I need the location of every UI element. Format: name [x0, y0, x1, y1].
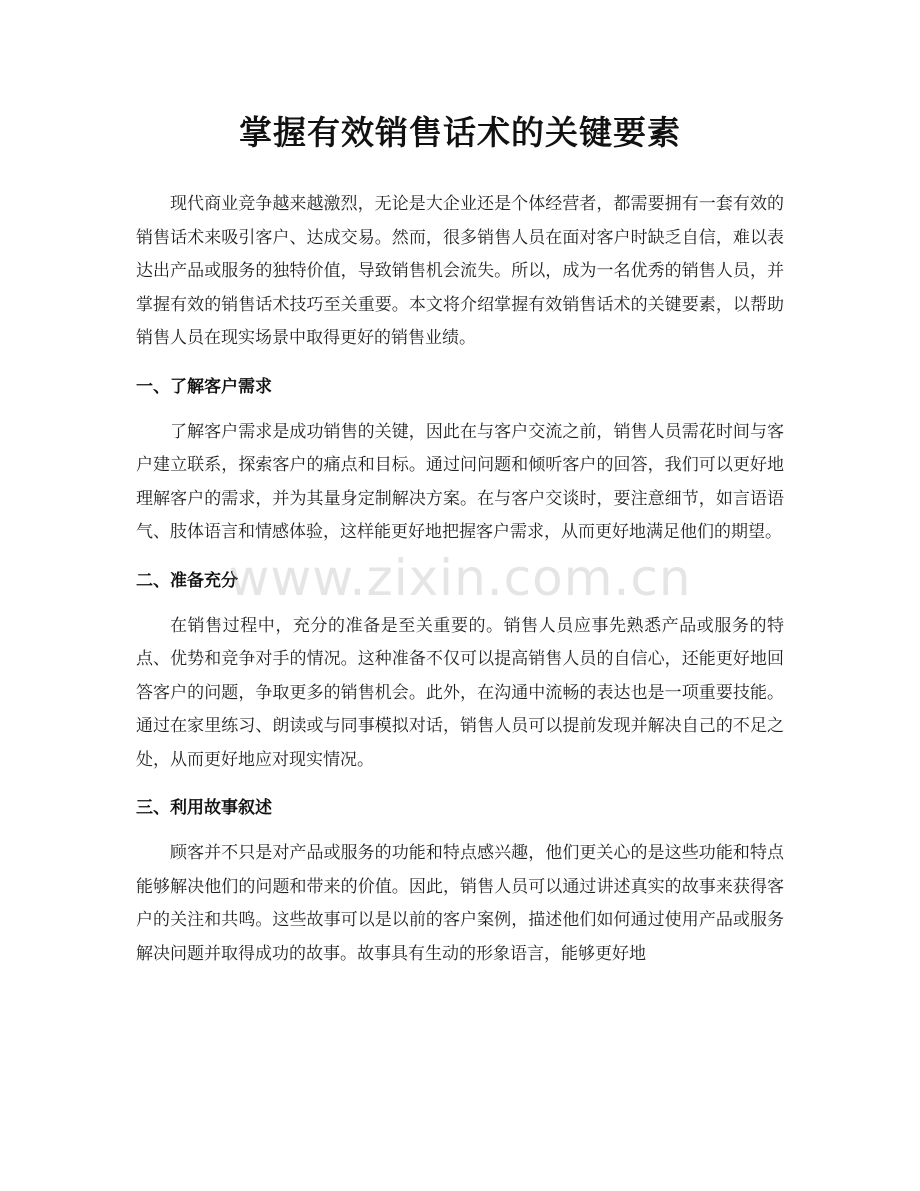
watermark: www.zixin.com.cn — [228, 549, 692, 607]
document-title: 掌握有效销售话术的关键要素 — [239, 113, 681, 152]
section-body-2: 在销售过程中，充分的准备是至关重要的。销售人员应事先熟悉产品或服务的特点、优势和竞争对手的情况。这种准备不仅可以提高销售人员的自信心，还能更好地回答客户的问题，争取更多的销售机会。此外，在沟通中流畅的表达也是一项重要技能。通过在家里练习、朗读或与同事模拟对话，销售人员可以提前发现并解决自己的不足之处，从而更好地应对现实情况。 — [136, 615, 784, 770]
section-body-3: 顾客并不只是对产品或服务的功能和特点感兴趣，他们更关心的是这些功能和特点能够解决他们的问题和带来的价值。因此，销售人员可以通过讲述真实的故事来获得客户的关注和共鸣。这些故事可以是以前的客户案例，描述他们如何通过使用产品或服务解决问题并取得成功的故事。故事具有生动的形象语言，能够更好地 — [136, 843, 784, 964]
section-body-1: 了解客户需求是成功销售的关键，因此在与客户交流之前，销售人员需花时间与客户建立联系，探索客户的痛点和目标。通过问问题和倾听客户的回答，我们可以更好地理解客户的需求，并为其量身定制解决方案。在与客户交谈时，要注意细节，如言语语气、肢体语言和情感体验，这样能更好地把握客户需求，从而更好地满足他们的期望。 — [136, 421, 784, 542]
intro-paragraph: 现代商业竞争越来越激烈，无论是大企业还是个体经营者，都需要拥有一套有效的销售话术来吸引客户、达成交易。然而，很多销售人员在面对客户时缺乏自信，难以表达出产品或服务的独特价值，导致销售机会流失。所以，成为一名优秀的销售人员，并掌握有效的销售话术技巧至关重要。本文将介绍掌握有效销售话术的关键要素，以帮助销售人员在现实场景中取得更好的销售业绩。 — [136, 194, 784, 348]
section-heading-2: 二、准备充分 — [136, 570, 238, 591]
section-heading-1: 一、了解客户需求 — [136, 376, 272, 397]
section-heading-3: 三、利用故事叙述 — [136, 798, 272, 818]
